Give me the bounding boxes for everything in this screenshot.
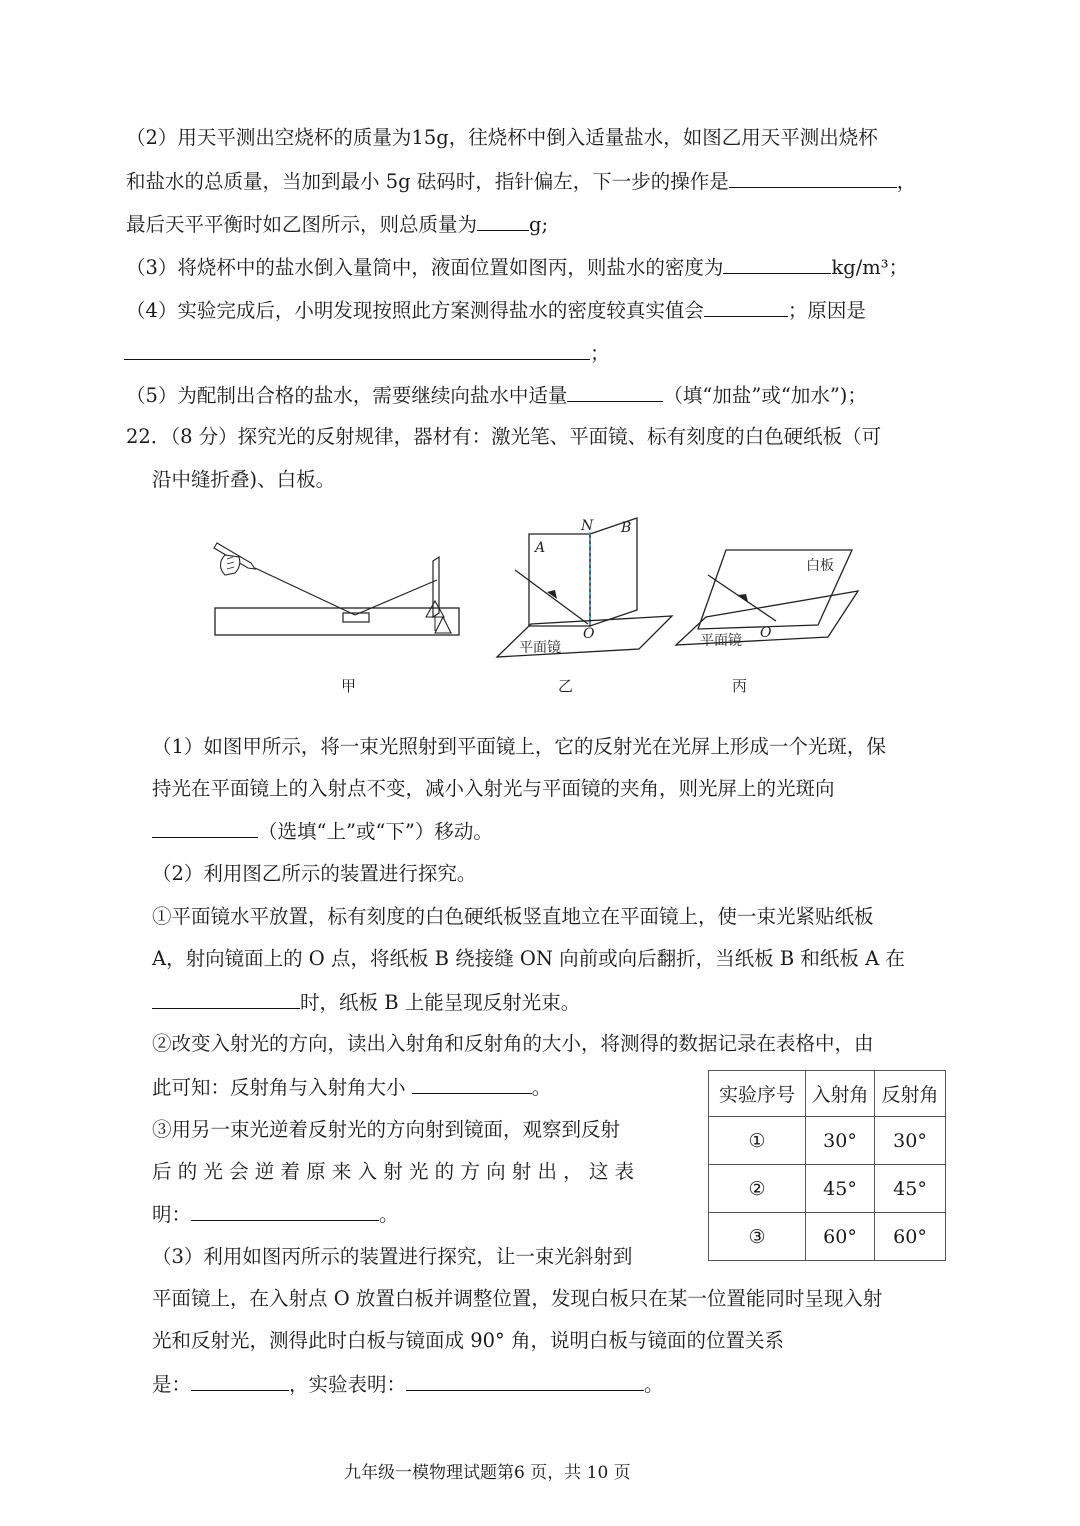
answer-blank[interactable] (152, 988, 300, 1009)
q22-s2c-line2: 后 的 光 会 逆 着 原 来 入 射 光 的 方 向 射 出 ， 这 表 (152, 1160, 635, 1183)
q21-part4-line2 (124, 339, 610, 368)
table-cell: 60° (875, 1213, 946, 1261)
figure-caption-bing: 丙 (732, 677, 748, 695)
q22-s1-line3-text: （选填“上”或“下”）移动。 (258, 820, 493, 843)
q21-part2-line3-text: 最后天平平衡时如乙图所示，则总质量为 (126, 213, 478, 236)
table-header-cell: 反射角 (875, 1071, 946, 1117)
answer-blank[interactable] (412, 1073, 532, 1094)
table-cell: ① (709, 1117, 806, 1165)
label-o: O (760, 625, 772, 641)
figure-caption-jia: 甲 (341, 677, 357, 695)
table-cell: 45° (806, 1165, 875, 1213)
q22-s2b-line2-text: 此可知：反射角与入射角大小 (152, 1076, 406, 1099)
q21-part2-line2-text: 和盐水的总质量，当加到最小 5g 砝码时，指针偏左，下一步的操作是 (126, 170, 729, 193)
figure-bing-diagram (672, 545, 862, 655)
q22-title-line1: 22．（8 分）探究光的反射规律，器材有：激光笔、平面镜、标有刻度的白色硬纸板（可 (126, 425, 882, 448)
label-mirror: 平面镜 (519, 640, 561, 656)
table-cell: ② (709, 1165, 806, 1213)
table-row (709, 1117, 946, 1165)
label-o: O (583, 626, 595, 642)
q21-part4-line1-end: ；原因是 (787, 299, 866, 322)
q22-s3-line4-mid: ，实验表明： (289, 1373, 407, 1396)
q22-s2a-line1: ①平面镜水平放置，标有刻度的白色硬纸板竖直地立在平面镜上，使一束光紧贴纸板 (152, 905, 874, 928)
label-a: A (535, 540, 546, 556)
q21-part2-line2 (126, 167, 916, 196)
q22-s2c-line1: ③用另一束光逆着反射光的方向射到镜面，观察到反射 (152, 1118, 621, 1141)
page-footer: 九年级一模物理试题第6 页，共 10 页 (344, 1463, 631, 1483)
table-row (709, 1213, 946, 1261)
answer-blank[interactable] (406, 1370, 644, 1391)
q22-s3-line3: 光和反射光，测得此时白板与镜面成 90° 角，说明白板与镜面的位置关系 (152, 1329, 784, 1352)
q21-part2-line3-end: g; (529, 213, 549, 236)
q21-part2-line1: （2）用天平测出空烧杯的质量为15g，往烧杯中倒入适量盐水，如图乙用天平测出烧杯 (126, 126, 878, 149)
q22-s1-line1: （1）如图甲所示，将一束光照射到平面镜上，它的反射光在光屏上形成一个光斑，保 (152, 735, 886, 758)
table-cell: 30° (806, 1117, 875, 1165)
q22-s3-line2: 平面镜上，在入射点 O 放置白板并调整位置，发现白板只在某一位置能同时呈现入射 (152, 1287, 883, 1310)
table-row (709, 1165, 946, 1213)
q22-s2c-line3 (152, 1200, 399, 1229)
q22-s2b-line1: ②改变入射光的方向，读出入射角和反射角的大小，将测得的数据记录在表格中，由 (152, 1032, 874, 1055)
q21-part4-line1 (126, 296, 866, 325)
answer-blank[interactable] (704, 296, 788, 317)
label-b: B (621, 520, 632, 536)
q22-title-line2: 沿中缝折叠)、白板。 (152, 468, 336, 491)
q21-part4-line2-end: ； (590, 342, 610, 365)
figure-caption-yi: 乙 (558, 677, 574, 695)
q21-part5-end: （填“加盐”或“加水”)； (663, 384, 867, 407)
table-header-cell: 实验序号 (709, 1071, 806, 1117)
answer-blank[interactable] (567, 381, 663, 402)
q22-s1-line2: 持光在平面镜上的入射点不变，减小入射光与平面镜的夹角，则光屏上的光斑向 (152, 777, 835, 800)
answer-blank[interactable] (191, 1370, 289, 1391)
label-mirror: 平面镜 (700, 633, 742, 649)
answer-blank[interactable] (477, 210, 529, 231)
figure-yi-diagram (495, 512, 675, 662)
table-cell: 45° (875, 1165, 946, 1213)
label-n: N (581, 518, 594, 534)
table-cell: ③ (709, 1213, 806, 1261)
q22-s2-title: （2）利用图乙所示的装置进行探究。 (152, 862, 477, 885)
answer-blank[interactable] (729, 167, 897, 188)
q21-part2-line2-end: ， (896, 170, 917, 193)
q22-s2a-line2: A，射向镜面上的 O 点，将纸板 B 绕接缝 ON 向前或向后翻折，当纸板 B 和纸板 A 在 (152, 947, 905, 970)
answer-blank[interactable] (152, 817, 258, 838)
q21-part5-text: （5）为配制出合格的盐水，需要继续向盐水中适量 (126, 384, 568, 407)
q22-s1-line3 (152, 817, 493, 846)
table-header-cell: 入射角 (806, 1071, 875, 1117)
table-cell: 60° (806, 1213, 875, 1261)
q21-part2-line3 (126, 210, 548, 239)
q22-s2b-line2-end: 。 (531, 1076, 552, 1099)
answer-blank[interactable] (124, 339, 590, 360)
q22-s3-line4-end: 。 (644, 1373, 664, 1396)
q21-part4-text: （4）实验完成后，小明发现按照此方案测得盐水的密度较真实值会 (126, 299, 704, 322)
table-header-row (709, 1071, 946, 1117)
q21-part5 (126, 381, 867, 410)
q21-part3 (126, 253, 908, 282)
q22-s3-line1: （3）利用如图丙所示的装置进行探究，让一束光斜射到 (152, 1245, 633, 1268)
label-board: 白板 (806, 558, 834, 574)
q22-s3-line4 (152, 1370, 664, 1399)
q22-s2a-line3-text: 时，纸板 B 上能呈现反射光束。 (300, 991, 581, 1014)
q22-s2b-line2 (152, 1073, 551, 1102)
q22-s2a-line3 (152, 988, 580, 1017)
q22-s3-line4-text: 是： (152, 1373, 192, 1396)
answer-blank[interactable] (191, 1200, 379, 1221)
q22-s2c-line3-end: 。 (379, 1203, 399, 1226)
data-table (708, 1070, 946, 1261)
q21-part3-text: （3）将烧杯中的盐水倒入量筒中，液面位置如图丙，则盐水的密度为 (126, 256, 724, 279)
q21-part3-unit: kg/m³； (831, 256, 909, 279)
answer-blank[interactable] (723, 253, 831, 274)
q22-s2c-line3-text: 明： (152, 1203, 192, 1226)
figure-jia-diagram (205, 525, 470, 645)
table-cell: 30° (875, 1117, 946, 1165)
